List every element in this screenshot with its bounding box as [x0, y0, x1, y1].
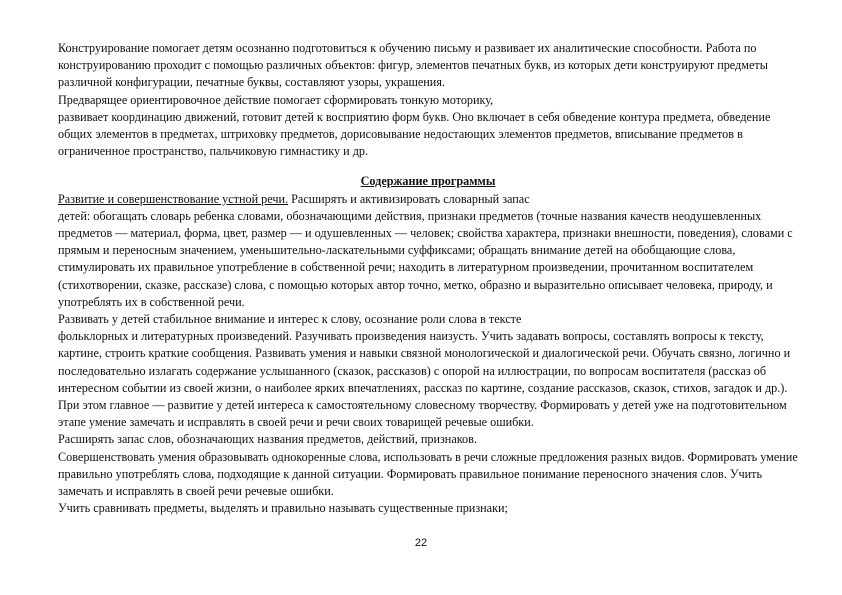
speech-development-title: Развитие и совершенствование устной речи. [58, 191, 289, 206]
paragraph-word-stock: Расширять запас слов, обозначающих названия предметов, действий, признаков. [58, 432, 477, 447]
paragraph-vocabulary: детей: обогащать словарь ребенка словами, обозначающими действия, признаки предметов (точные названия качеств неодушевленных предметов — материал, форма, цвет, размер — и одушевленных — человек; свойства характера, признаки внешности, поведения), словами с прямым и переносным значением, уменьшительно-ласкательными суффиксами; обращать внимание детей на обобщающие слова, стимулировать их правильное употребление в собственной речи; находить в литературном произведении, прочитанном воспитателем (стихотворении, сказке, рассказе) слова, с помощью которых автор точно, метко, образно и выразительно описывает человека, природу, и употреблять их в собственной речи. [58, 208, 793, 309]
section-heading: Содержание программы [360, 174, 496, 189]
paragraph-orientation-action: Предварящее ориентировочное действие помогает сформировать тонкую моторику, [58, 92, 494, 107]
paragraph-comparison: Учить сравнивать предметы, выделять и правильно называть существенные признаки; [58, 501, 508, 516]
paragraph-construction: Конструирование помогает детям осознанно подготовиться к обучению письму и развивает их аналитические способности. Работа по конструированию проходит с помощью различных объектов: фигур, элементов печатных букв, из которых дети конструируют предметы различной конфигурации, печатные буквы, составляют узоры, украшения. [58, 41, 768, 90]
speech-development-text: Расширять и активизировать словарный запас [288, 191, 530, 206]
paragraph-word-formation: Совершенствовать умения образовывать однокоренные слова, использовать в речи сложные предложения разных видов. Формировать умение правильно употреблять слова, подходящие к данной ситуации. Формировать правильное понимание переносного значения слов. Учить замечать и исправлять в своей речи речевые ошибки. [58, 449, 798, 499]
page-number: 22 [414, 537, 428, 549]
paragraph-attention: Развивать у детей стабильное внимание и интерес к слову, осознание роли слова в тексте [58, 312, 522, 327]
document-page [58, 40, 798, 517]
paragraph-folklore: фольклорных и литературных произведений. Разучивать произведения наизусть. Учить задавать вопросы, составлять вопросы к тексту, картине, строить краткие сообщения. Развивать умения и навыки связной монологической и диалогической речи. Обучать связно, логично и последовательно излагать содержание услышанного (сказок, рассказов) с опорой на иллюстрации, по вопросам воспитателя (рассказ об интересном событии из своей жизни, о наиболее ярких впечатлениях, рассказ по картине, создание рассказов, сказок, стихов, загадок и др.). При этом главное — развитие у детей интереса к самостоятельному словесному творчеству. Формировать у детей уже на подготовительном этапе умение замечать и исправлять в своей речи и речи своих товарищей речевые ошибки. [58, 329, 791, 430]
paragraph-coordination: развивает координацию движений, готовит детей к восприятию форм букв. Оно включает в себя обведение контура предмета, обведение общих элементов в предметах, штриховку предметов, дорисовывание недостающих элементов предметов, вписывание предметов в ограниченное пространство, пальчиковую гимнастику и др. [58, 109, 771, 159]
paragraph-speech-development [58, 191, 798, 208]
